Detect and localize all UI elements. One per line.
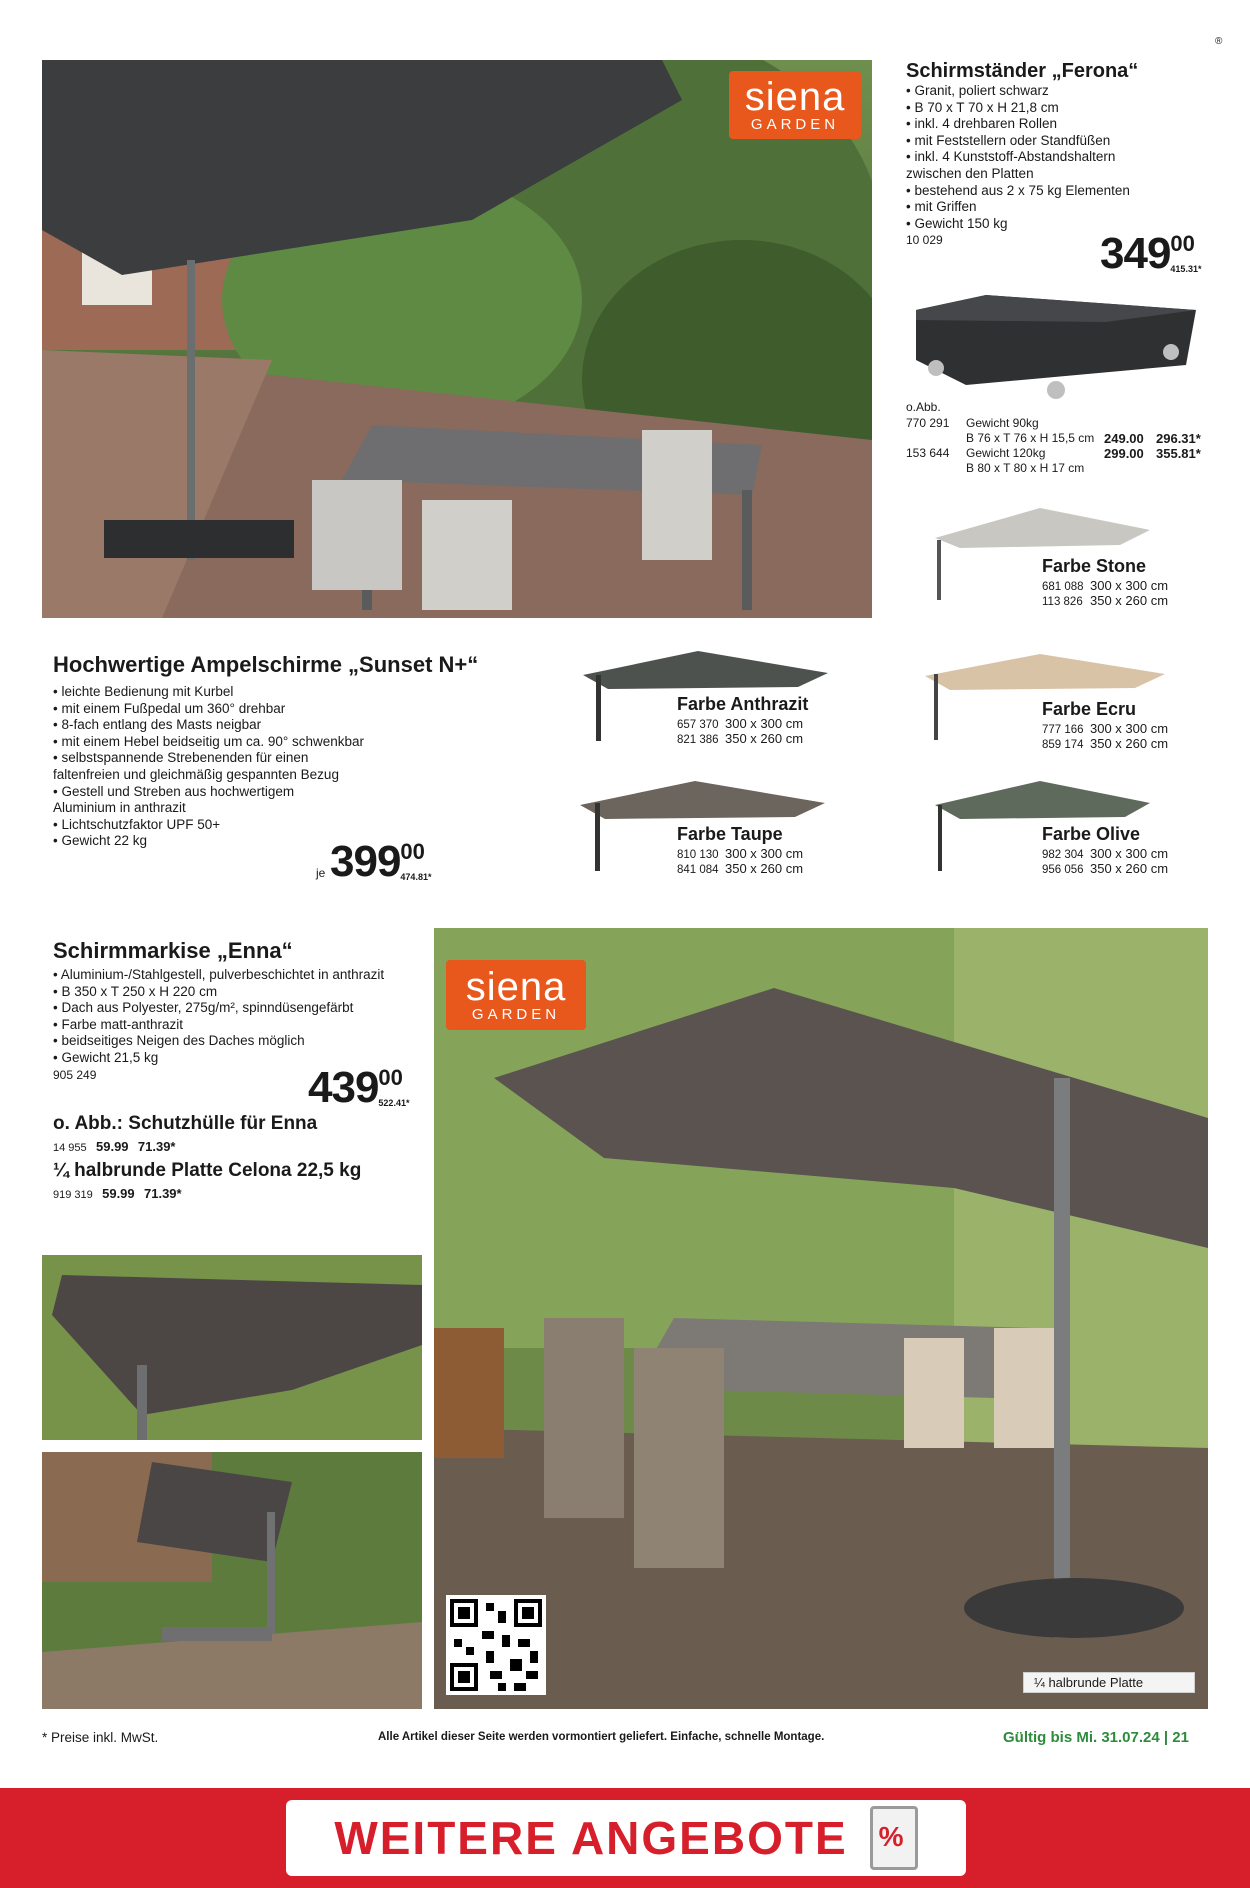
variant-size: 350 x 260 cm xyxy=(725,731,804,746)
option-size: B 76 x T 76 x H 15,5 cm xyxy=(966,431,1095,445)
variant-size: 300 x 300 cm xyxy=(725,846,804,861)
price-integer: 349 xyxy=(1100,229,1171,278)
variant-code: 859 174 xyxy=(1042,739,1084,751)
feature: Aluminium in anthrazit xyxy=(53,800,186,816)
feature: • leichte Bedienung mit Kurbel xyxy=(53,684,234,699)
variant-anthrazit-row xyxy=(677,731,803,748)
feature: • Gestell und Streben aus hochwertigem xyxy=(53,783,295,799)
variant-code: 821 386 xyxy=(677,734,719,746)
variant-size: 300 x 300 cm xyxy=(1090,578,1169,593)
logo-subtext: GARDEN xyxy=(750,116,840,133)
variant-code: 810 130 xyxy=(677,849,719,861)
feature: • Gewicht 150 kg xyxy=(906,215,1008,231)
feature: • mit einem Fußpedal um 360° drehbar xyxy=(53,700,286,716)
option-price-vat: 296.31* xyxy=(1156,431,1201,446)
variant-code: 113 826 xyxy=(1042,596,1083,608)
feature: • Dach aus Polyester, 275g/m², spinndüsengefärbt xyxy=(53,1000,354,1016)
price-decimal: 00 xyxy=(400,839,425,864)
variant-size: 350 x 260 cm xyxy=(1090,593,1169,608)
accessory-code: 919 319 xyxy=(53,1189,93,1201)
variant-code: 657 370 xyxy=(677,719,719,731)
variant-olive-row xyxy=(1042,861,1168,878)
option-code: 770 291 xyxy=(906,416,950,430)
enna-features xyxy=(53,967,384,1067)
accessory-price: 59.99 xyxy=(96,1139,129,1154)
enna-title: Schirmmarkise „Enna“ xyxy=(53,938,293,963)
enna-detail-photo-terrace xyxy=(42,1452,422,1709)
feature: • beidseitiges Neigen des Daches möglich xyxy=(53,1033,305,1049)
price-integer: 399 xyxy=(330,837,401,886)
variant-stone-row xyxy=(1042,593,1168,610)
feature: • mit Griffen xyxy=(906,199,977,215)
accessory-price: 59.99 xyxy=(102,1186,135,1201)
variant-ecru-row xyxy=(1042,736,1168,753)
option-size: B 80 x T 80 x H 17 cm xyxy=(966,461,1085,475)
feature: zwischen den Platten xyxy=(906,165,1034,181)
accessory-price-vat: 71.39* xyxy=(144,1186,182,1201)
ferona-title: Schirmständer „Ferona“ xyxy=(906,60,1139,82)
price-integer: 439 xyxy=(308,1063,379,1112)
option-weight: Gewicht 120kg xyxy=(966,446,1046,460)
feature: • selbstspannende Strebenenden für einen xyxy=(53,750,309,766)
feature: • Gewicht 21,5 kg xyxy=(53,1049,159,1065)
percent-symbol: % xyxy=(878,1821,904,1852)
siena-garden-logo xyxy=(729,71,861,139)
variant-size: 300 x 300 cm xyxy=(1090,721,1169,736)
variant-code: 841 084 xyxy=(677,864,719,876)
more-offers-label: WEITERE ANGEBOTE xyxy=(334,1812,848,1864)
enna-main-photo xyxy=(434,928,1208,1709)
variant-size: 350 x 260 cm xyxy=(725,861,804,876)
feature: • B 70 x T 70 x H 21,8 cm xyxy=(906,99,1059,115)
enna-accessory-plate-title: ¼ halbrunde Platte Celona 22,5 kg xyxy=(53,1160,362,1181)
more-offers-button[interactable] xyxy=(286,1800,966,1876)
variant-code: 982 304 xyxy=(1042,849,1084,861)
option-code: 153 644 xyxy=(906,446,950,460)
enna-accessory-cover-title: o. Abb.: Schutzhülle für Enna xyxy=(53,1113,318,1134)
variant-olive-name: Farbe Olive xyxy=(1042,824,1141,844)
variant-anthrazit-name: Farbe Anthrazit xyxy=(677,694,809,714)
logo-text: siena xyxy=(744,75,846,119)
accessory-price-vat: 71.39* xyxy=(137,1139,176,1154)
feature: • bestehend aus 2 x 75 kg Elementen xyxy=(906,182,1130,198)
brochure-percent-icon xyxy=(870,1806,918,1870)
siena-garden-logo xyxy=(446,960,586,1030)
feature: • Aluminium-/Stahlgestell, pulverbeschichtet in anthrazit xyxy=(53,967,385,982)
feature: • Farbe matt-anthrazit xyxy=(53,1016,184,1032)
feature: • Lichtschutzfaktor UPF 50+ xyxy=(53,816,221,832)
ferona-not-pictured: o.Abb. xyxy=(906,400,941,414)
sunset-title: Hochwertige Ampelschirme „Sunset N+“ xyxy=(53,652,479,677)
variant-stone-name: Farbe Stone xyxy=(1042,556,1147,576)
photo-caption-plate: ¼ halbrunde Platte xyxy=(1023,1672,1195,1693)
sunset-features xyxy=(53,684,364,850)
page-mark: ® xyxy=(1215,36,1223,47)
ferona-price xyxy=(1100,229,1202,278)
logo-text: siena xyxy=(465,965,567,1009)
footer-assembly-note: Alle Artikel dieser Seite werden vormontiert geliefert. Einfache, schnelle Montage. xyxy=(378,1731,825,1743)
variant-code: 956 056 xyxy=(1042,864,1084,876)
enna-price xyxy=(308,1063,410,1112)
price-with-vat: 522.41* xyxy=(378,1098,410,1108)
feature: • Granit, poliert schwarz xyxy=(906,83,1049,98)
variant-taupe-name: Farbe Taupe xyxy=(677,824,783,844)
option-weight: Gewicht 90kg xyxy=(966,416,1039,430)
variant-taupe-row xyxy=(677,861,803,878)
qr-code[interactable] xyxy=(446,1595,546,1695)
variant-size: 300 x 300 cm xyxy=(1090,846,1169,861)
variant-size: 300 x 300 cm xyxy=(725,716,804,731)
price-with-vat: 415.31* xyxy=(1170,264,1202,274)
feature: • inkl. 4 Kunststoff-Abstandshaltern xyxy=(906,149,1116,165)
feature: • inkl. 4 drehbaren Rollen xyxy=(906,116,1058,132)
sunset-price xyxy=(330,837,432,886)
variant-code: 681 088 xyxy=(1042,581,1084,593)
main-photo-umbrella-dining xyxy=(42,60,872,618)
footer-vat-note: * Preise inkl. MwSt. xyxy=(42,1730,159,1745)
feature: • Gewicht 22 kg xyxy=(53,833,148,849)
enna-accessory-plate-price xyxy=(53,1186,182,1203)
variant-ecru-name: Farbe Ecru xyxy=(1042,699,1137,719)
logo-subtext: GARDEN xyxy=(471,1006,561,1023)
sunset-price-prefix: je xyxy=(316,866,326,880)
variant-size: 350 x 260 cm xyxy=(1090,861,1169,876)
feature: • mit einem Hebel beidseitig um ca. 90° schwenkbar xyxy=(53,733,365,749)
price-with-vat: 474.81* xyxy=(400,872,432,882)
option-price: 299.00 xyxy=(1104,446,1144,461)
umbrella-stand-image xyxy=(906,290,1206,405)
variant-code: 777 166 xyxy=(1042,724,1084,736)
option-price-vat: 355.81* xyxy=(1156,446,1201,461)
ferona-article-number: 10 029 xyxy=(906,233,943,247)
accessory-code: 14 955 xyxy=(53,1142,87,1154)
price-decimal: 00 xyxy=(378,1065,403,1090)
feature: • B 350 x T 250 x H 220 cm xyxy=(53,983,218,999)
enna-accessory-cover-price xyxy=(53,1139,175,1156)
price-decimal: 00 xyxy=(1170,231,1195,256)
ferona-features xyxy=(906,83,1130,232)
feature: faltenfreien und gleichmäßig gespannten Bezug xyxy=(53,766,339,782)
option-price: 249.00 xyxy=(1104,431,1144,446)
footer-validity: Gültig bis Mi. 31.07.24 | 21 xyxy=(1003,1729,1189,1746)
enna-article-number: 905 249 xyxy=(53,1068,97,1082)
feature: • 8-fach entlang des Masts neigbar xyxy=(53,717,262,733)
enna-detail-photo-canopy xyxy=(42,1255,422,1440)
feature: • mit Feststellern oder Standfüßen xyxy=(906,132,1111,148)
variant-size: 350 x 260 cm xyxy=(1090,736,1169,751)
